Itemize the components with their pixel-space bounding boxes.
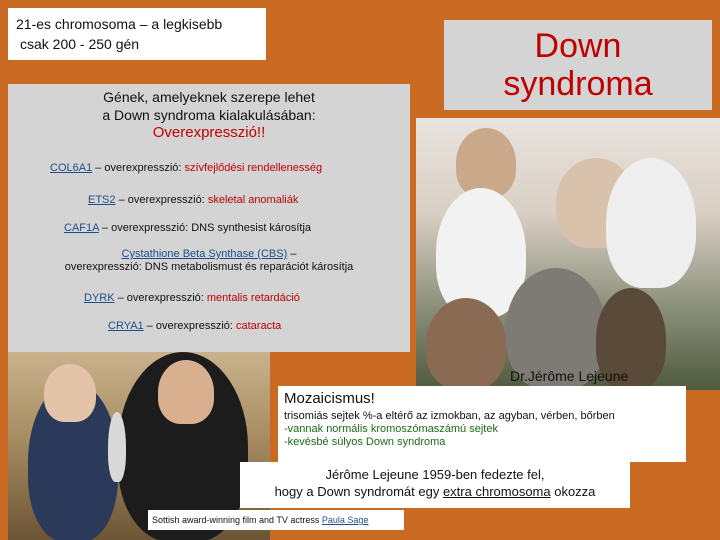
gene-effect: szívfejlődési rendellenesség [184, 162, 323, 174]
gene-row-text: – [287, 248, 297, 260]
title-line-1: Down [534, 27, 622, 65]
paula-sage-link[interactable]: Paula Sage [321, 515, 369, 525]
title-line-2: syndroma [503, 65, 653, 103]
mosaicism-point-1: -vannak normális kromoszómaszámú sejtek [284, 423, 498, 435]
chromosome-info-box [8, 8, 266, 60]
photo-caption [148, 510, 404, 530]
gene-effect: DNS synthesist károsítja [191, 222, 312, 234]
gene-row-text: – overexpresszió: [114, 292, 207, 304]
gene-row-text: – overexpresszió: [143, 320, 236, 332]
discovery-line-2 [248, 483, 622, 500]
mosaicism-box [278, 386, 686, 462]
genes-header-line-2: a Down syndroma kialakulásában: [102, 107, 316, 123]
gene-effect: overexpresszió: DNS metabolismust és reparációt károsítja [64, 261, 354, 273]
gene-row-text: – overexpresszió: [115, 194, 208, 206]
gene-effect: skeletal anomaliák [207, 194, 299, 206]
gene-row-dyrk [84, 292, 300, 304]
discovery-text-end: okozza [550, 484, 596, 499]
mosaicism-description: trisomiás sejtek %-a eltérő az izmokban, az agyban, vérben, bőrben [284, 410, 615, 422]
gene-link-crya1[interactable]: CRYA1 [108, 320, 144, 332]
gene-row-ets2 [88, 194, 298, 206]
gene-row-text: – overexpresszió: [98, 222, 192, 234]
gene-row-crya1 [108, 320, 281, 332]
gene-link-col6a1[interactable]: COL6A1 [50, 162, 93, 174]
genes-header-line-1: Gének, amelyeknek szerepe lehet [103, 89, 315, 105]
caption-text: Sottish award-winning film and TV actress [152, 515, 322, 525]
lejeune-family-photo [416, 118, 720, 390]
gene-row-col6a1 [50, 162, 322, 174]
chromosome-line-2: csak 200 - 250 gén [20, 36, 140, 52]
gene-effect: cataracta [236, 320, 282, 332]
extra-chromosome-link: extra chromosoma [442, 484, 551, 499]
mosaicism-point-2: -kevésbé súlyos Down syndroma [284, 436, 446, 448]
genes-header [8, 88, 410, 142]
discovery-box [240, 462, 630, 508]
gene-row-text: – overexpresszió: [92, 162, 185, 174]
mosaicism-title: Mozaicismus! [284, 390, 375, 407]
gene-row-cbs [8, 248, 410, 274]
discovery-text: hogy a Down syndromát egy [274, 484, 443, 499]
gene-link-cbs[interactable]: Cystathione Beta Synthase (CBS) [121, 248, 288, 260]
gene-link-caf1a[interactable]: CAF1A [64, 222, 99, 234]
genes-header-overexpression: Overexpresszió!! [152, 124, 266, 141]
gene-link-ets2[interactable]: ETS2 [88, 194, 116, 206]
lejeune-name-label: Dr.Jérôme Lejeune [510, 368, 629, 384]
genes-panel [8, 84, 410, 352]
gene-row-caf1a [64, 222, 311, 234]
gene-effect: mentalis retardáció [206, 292, 300, 304]
gene-link-dyrk[interactable]: DYRK [84, 292, 115, 304]
discovery-line-1: Jérôme Lejeune 1959-ben fedezte fel, [325, 467, 545, 482]
title-box [444, 20, 712, 110]
chromosome-line-1: 21-es chromosoma – a legkisebb [16, 16, 223, 32]
